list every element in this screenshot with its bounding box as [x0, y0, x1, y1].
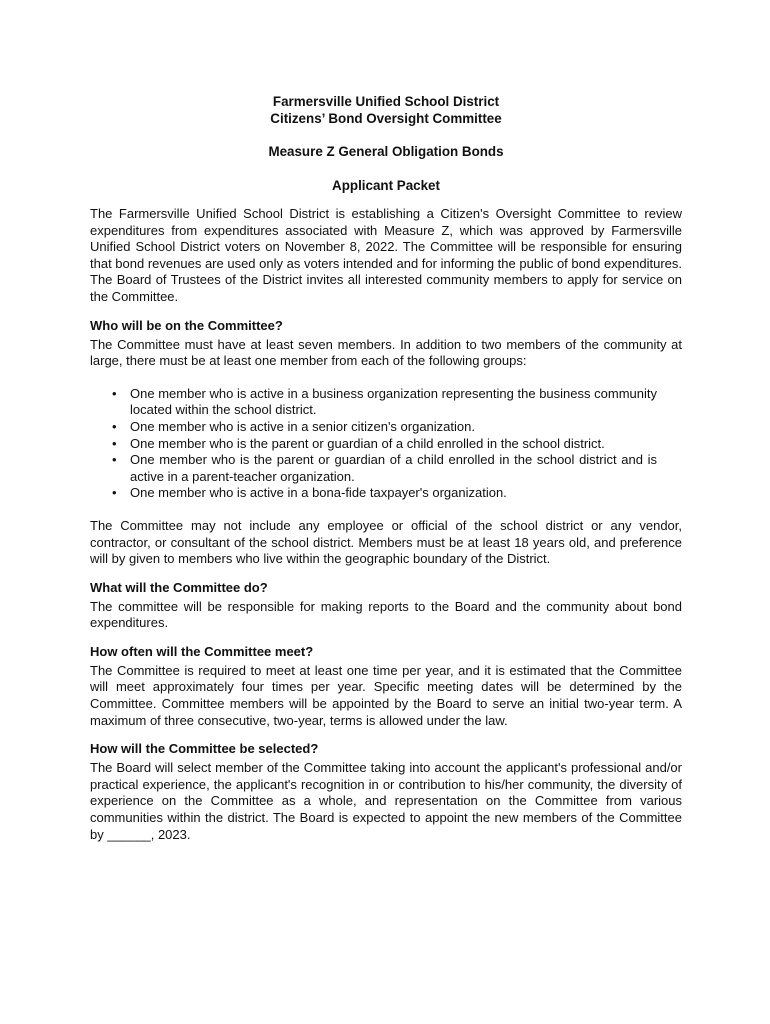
- measure-title: Measure Z General Obligation Bonds: [268, 144, 504, 159]
- what-paragraph: The committee will be responsible for making reports to the Board and the community about bond expenditures.: [90, 598, 682, 631]
- document-page: [90, 93, 682, 843]
- who-paragraph: The Committee must have at least seven members. In addition to two members of the community at large, there must be at least one member from each of the following groups:: [90, 336, 682, 369]
- packet-title: Applicant Packet: [332, 178, 440, 193]
- selection-paragraph: The Board will select member of the Committee taking into account the applicant's professional and/or practical experience, the applicant's recognition in or contribution to his/her community, the diversity of experience on the Committee as a whole, and representation on the Committee from various communities within the district. The Board is expected to appoint the new members of the Committee by ______, 2023.: [90, 760, 682, 842]
- what-heading: What will the Committee do?: [90, 579, 268, 595]
- who-heading: Who will be on the Committee?: [90, 317, 283, 333]
- bullet-icon: •: [112, 485, 117, 501]
- intro-paragraph: The Farmersville Unified School District is establishing a Citizen's Oversight Committee to review expenditures from expenditures associated with Measure Z, which was approved by Farmersville Unified School District voters on November 8, 2022. The Committee will be responsible for ensuring that bond revenues are used only as voters intended and for informing the public of bond expenditures. The Board of Trustees of the District invites all interested community members to apply for service on the Committee.: [90, 206, 682, 304]
- selection-heading: How will the Committee be selected?: [90, 741, 319, 757]
- list-item-text: One member who is the parent or guardian of a child enrolled in the school district.: [130, 435, 605, 451]
- how-often-paragraph: The Committee is required to meet at least one time per year, and it is estimated that the Committee will meet approximately four times per year. Specific meeting dates will be determined by the Committee. Committee members will be appointed by the Board to serve an initial two-year term. A maximum of three consecutive, two-year, terms is allowed under the law.: [90, 662, 682, 728]
- district-title: Farmersville Unified School District: [272, 94, 500, 109]
- list-item: [110, 386, 682, 419]
- bullet-icon: •: [112, 418, 117, 434]
- list-item: [110, 436, 682, 453]
- title-block: [90, 93, 682, 127]
- bullet-icon: •: [112, 452, 117, 468]
- committee-title: Citizens’ Bond Oversight Committee: [270, 111, 502, 126]
- list-item: [110, 419, 682, 436]
- bullet-icon: •: [112, 435, 117, 451]
- list-item: [110, 485, 682, 502]
- eligibility-paragraph: The Committee may not include any employee or official of the school district or any vendor, contractor, or consultant of the school district. Members must be at least 18 years old, and preference will by given to members who live within the geographic boundary of the District.: [90, 517, 682, 567]
- list-item-text: One member who is active in a bona-fide taxpayer's organization.: [130, 485, 507, 501]
- list-item-text: One member who is the parent or guardian of a child enrolled in the school district and is active in a parent-teacher organization.: [130, 452, 657, 484]
- list-item: [110, 452, 682, 485]
- bullet-icon: •: [112, 385, 117, 401]
- list-item-text: One member who is active in a senior citizen's organization.: [130, 418, 475, 434]
- member-groups-list: [90, 386, 682, 502]
- how-often-heading: How often will the Committee meet?: [90, 643, 314, 659]
- list-item-text: One member who is active in a business organization representing the business community located within the school district.: [130, 385, 657, 418]
